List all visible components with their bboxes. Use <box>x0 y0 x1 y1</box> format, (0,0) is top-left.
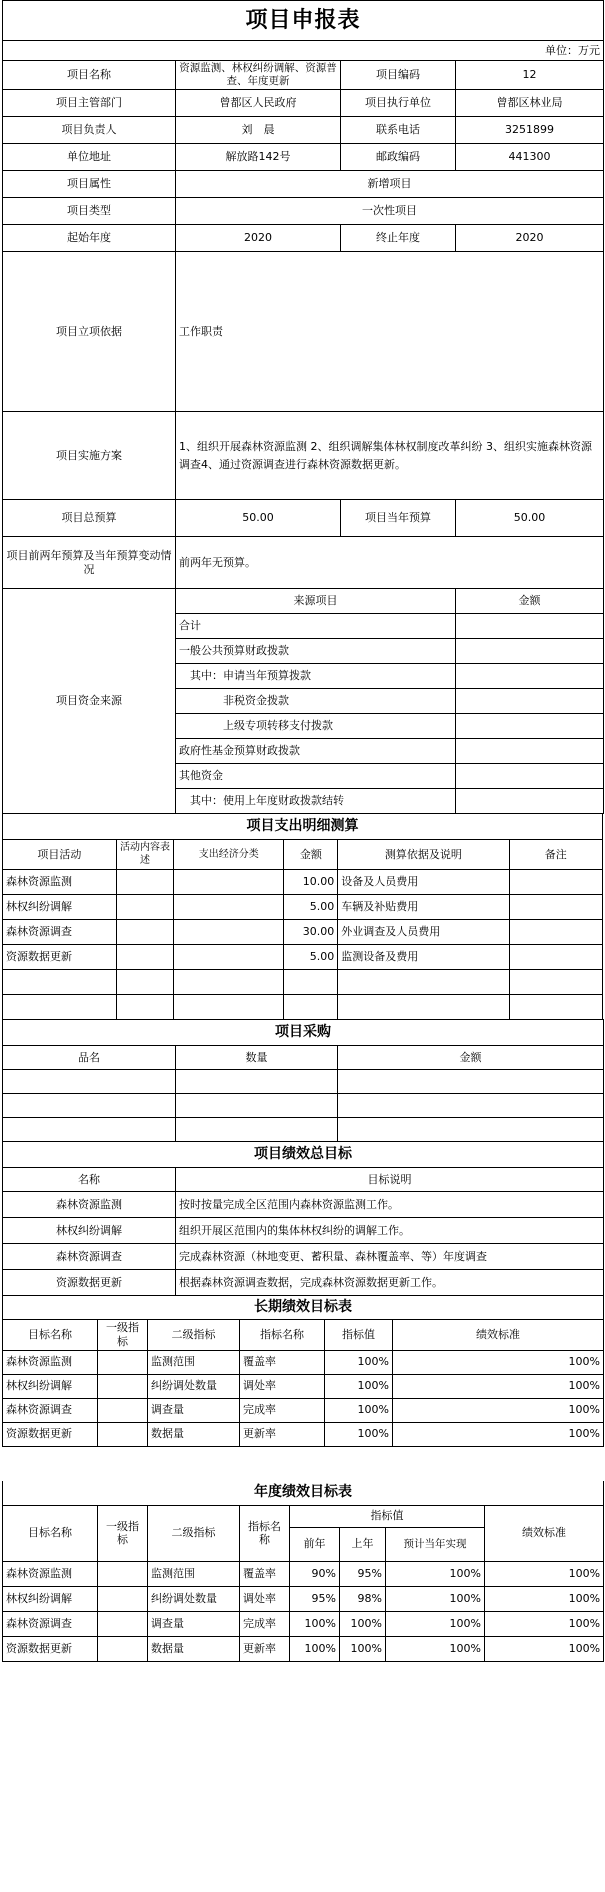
expense-note <box>509 920 603 945</box>
procure-header: 数量 <box>176 1046 338 1070</box>
annual-header: 绩效标准 <box>485 1505 604 1561</box>
annual-subheader: 上年 <box>340 1527 386 1561</box>
annual-l2: 纠纷调处数量 <box>148 1586 240 1611</box>
longterm-l1 <box>98 1350 148 1374</box>
funding-row: 合计 <box>176 614 456 639</box>
funding-row: 非税资金拨款 <box>176 689 456 714</box>
phone-label: 联系电话 <box>341 117 456 144</box>
project-code-value: 12 <box>456 61 604 90</box>
form-title: 项目申报表 <box>3 1 604 41</box>
expense-content <box>116 920 173 945</box>
phone-value: 3251899 <box>456 117 604 144</box>
funding-row: 一般公共预算财政拨款 <box>176 639 456 664</box>
longterm-indicator: 覆盖率 <box>240 1350 325 1374</box>
annual-subheader: 预计当年实现 <box>386 1527 485 1561</box>
longterm-header: 绩效标准 <box>393 1320 604 1351</box>
project-application-form <box>2 0 604 589</box>
annual-indicator: 更新率 <box>240 1636 290 1661</box>
address-label: 单位地址 <box>3 144 176 171</box>
annual-standard: 100% <box>485 1586 604 1611</box>
procure-qty <box>176 1118 338 1142</box>
annual-goal: 资源数据更新 <box>3 1636 98 1661</box>
longterm-header: 一级指标 <box>98 1320 148 1351</box>
expense-note <box>509 945 603 970</box>
expense-category <box>174 870 284 895</box>
expense-header: 项目活动 <box>3 840 117 870</box>
funding-amount <box>456 789 604 814</box>
perf-header: 名称 <box>3 1168 176 1192</box>
procure-header: 品名 <box>3 1046 176 1070</box>
annual-standard: 100% <box>485 1611 604 1636</box>
expense-basis <box>338 995 509 1020</box>
longterm-l2: 纠纷调处数量 <box>148 1374 240 1398</box>
annual-current: 100% <box>386 1611 485 1636</box>
longterm-title: 长期绩效目标表 <box>3 1296 604 1320</box>
annual-prev2: 95% <box>290 1586 340 1611</box>
total-budget-value: 50.00 <box>176 500 341 537</box>
basis-label: 项目立项依据 <box>3 252 176 412</box>
exec-unit-label: 项目执行单位 <box>341 90 456 117</box>
expense-content <box>116 970 173 995</box>
longterm-l2: 数据量 <box>148 1422 240 1446</box>
expense-activity: 森林资源调查 <box>3 920 117 945</box>
procure-amount <box>338 1094 604 1118</box>
funding-head-source: 来源项目 <box>176 589 456 614</box>
perf-name: 森林资源监测 <box>3 1192 176 1218</box>
basis-value: 工作职责 <box>176 252 604 412</box>
perf-title: 项目绩效总目标 <box>3 1142 604 1168</box>
expense-basis: 外业调查及人员费用 <box>338 920 509 945</box>
procure-qty <box>176 1094 338 1118</box>
annual-current: 100% <box>386 1561 485 1586</box>
expense-category <box>174 945 284 970</box>
end-year-value: 2020 <box>456 225 604 252</box>
longterm-standard: 100% <box>393 1374 604 1398</box>
expense-header: 金额 <box>284 840 338 870</box>
annual-goal: 森林资源调查 <box>3 1611 98 1636</box>
procure-name <box>3 1118 176 1142</box>
annual-l1 <box>98 1561 148 1586</box>
perf-desc: 按时按量完成全区范围内森林资源监测工作。 <box>176 1192 604 1218</box>
expense-amount: 5.00 <box>284 895 338 920</box>
annual-header: 一级指标 <box>98 1505 148 1561</box>
procure-name <box>3 1094 176 1118</box>
funding-amount <box>456 739 604 764</box>
expense-category <box>174 895 284 920</box>
project-name-value: 资源监测、林权纠纷调解、资源普查、年度更新 <box>176 61 341 90</box>
expense-amount: 10.00 <box>284 870 338 895</box>
expense-basis <box>338 970 509 995</box>
longterm-l2: 监测范围 <box>148 1350 240 1374</box>
spacer <box>3 1446 604 1482</box>
longterm-indicator: 调处率 <box>240 1374 325 1398</box>
expense-header: 备注 <box>509 840 603 870</box>
funding-label: 项目资金来源 <box>3 589 176 814</box>
longterm-header: 目标名称 <box>3 1320 98 1351</box>
current-budget-value: 50.00 <box>456 500 604 537</box>
annual-l2: 监测范围 <box>148 1561 240 1586</box>
expense-basis: 设备及人员费用 <box>338 870 509 895</box>
annual-title: 年度绩效目标表 <box>3 1481 604 1505</box>
dept-label: 项目主管部门 <box>3 90 176 117</box>
annual-prev1: 100% <box>340 1636 386 1661</box>
annual-indicator: 完成率 <box>240 1611 290 1636</box>
funding-row: 其他资金 <box>176 764 456 789</box>
annual-prev1: 95% <box>340 1561 386 1586</box>
annual-indicator: 覆盖率 <box>240 1561 290 1586</box>
longterm-indicator: 更新率 <box>240 1422 325 1446</box>
funding-row: 上级专项转移支付拨款 <box>176 714 456 739</box>
expense-category <box>174 920 284 945</box>
annual-standard: 100% <box>485 1561 604 1586</box>
longterm-indicator: 完成率 <box>240 1398 325 1422</box>
longterm-standard: 100% <box>393 1422 604 1446</box>
annual-l1 <box>98 1636 148 1661</box>
procure-title: 项目采购 <box>3 1020 604 1046</box>
annual-l2: 调查量 <box>148 1611 240 1636</box>
expense-activity <box>3 970 117 995</box>
annual-prev2: 100% <box>290 1636 340 1661</box>
longterm-standard: 100% <box>393 1350 604 1374</box>
longterm-header: 指标值 <box>325 1320 393 1351</box>
annual-l1 <box>98 1586 148 1611</box>
annual-header: 指标值 <box>290 1505 485 1527</box>
annual-prev1: 98% <box>340 1586 386 1611</box>
longterm-value: 100% <box>325 1350 393 1374</box>
expense-header: 支出经济分类 <box>174 840 284 870</box>
expense-header: 测算依据及说明 <box>338 840 509 870</box>
expense-category <box>174 970 284 995</box>
type-label: 项目类型 <box>3 198 176 225</box>
project-name-label: 项目名称 <box>3 61 176 90</box>
total-budget-label: 项目总预算 <box>3 500 176 537</box>
funding-amount <box>456 689 604 714</box>
expense-note <box>509 870 603 895</box>
expense-basis: 监测设备及费用 <box>338 945 509 970</box>
type-value: 一次性项目 <box>176 198 604 225</box>
expense-header: 活动内容表述 <box>116 840 173 870</box>
longterm-standard: 100% <box>393 1398 604 1422</box>
longterm-value: 100% <box>325 1374 393 1398</box>
expense-category <box>174 995 284 1020</box>
longterm-header: 二级指标 <box>148 1320 240 1351</box>
perf-name: 资源数据更新 <box>3 1270 176 1296</box>
annual-header: 目标名称 <box>3 1505 98 1561</box>
expense-activity <box>3 995 117 1020</box>
procure-amount <box>338 1118 604 1142</box>
expense-activity: 林权纠纷调解 <box>3 895 117 920</box>
budget-change-label: 项目前两年预算及当年预算变动情况 <box>3 537 176 589</box>
annual-subheader: 前年 <box>290 1527 340 1561</box>
end-year-label: 终止年度 <box>341 225 456 252</box>
expense-content <box>116 945 173 970</box>
procure-name <box>3 1070 176 1094</box>
annual-l2: 数据量 <box>148 1636 240 1661</box>
longterm-value: 100% <box>325 1422 393 1446</box>
funding-amount <box>456 639 604 664</box>
expense-amount: 30.00 <box>284 920 338 945</box>
funding-amount <box>456 614 604 639</box>
expense-note <box>509 895 603 920</box>
longterm-value: 100% <box>325 1398 393 1422</box>
annual-goal-table <box>2 1481 604 1662</box>
perf-desc: 组织开展区范围内的集体林权纠纷的调解工作。 <box>176 1218 604 1244</box>
funding-row: 其中：申请当年预算拨款 <box>176 664 456 689</box>
start-year-label: 起始年度 <box>3 225 176 252</box>
annual-header: 二级指标 <box>148 1505 240 1561</box>
zip-label: 邮政编码 <box>341 144 456 171</box>
expense-title: 项目支出明细测算 <box>3 814 603 840</box>
project-code-label: 项目编码 <box>341 61 456 90</box>
expense-basis: 车辆及补贴费用 <box>338 895 509 920</box>
expense-content <box>116 870 173 895</box>
expense-amount <box>284 995 338 1020</box>
longterm-goal: 林权纠纷调解 <box>3 1374 98 1398</box>
person-label: 项目负责人 <box>3 117 176 144</box>
expense-activity: 资源数据更新 <box>3 945 117 970</box>
attr-value: 新增项目 <box>176 171 604 198</box>
expense-note <box>509 970 603 995</box>
expense-amount: 5.00 <box>284 945 338 970</box>
annual-prev2: 100% <box>290 1611 340 1636</box>
funding-source-table <box>2 588 604 814</box>
address-value: 解放路142号 <box>176 144 341 171</box>
longterm-l1 <box>98 1374 148 1398</box>
longterm-l1 <box>98 1398 148 1422</box>
longterm-header: 指标名称 <box>240 1320 325 1351</box>
procurement-table <box>2 1019 604 1142</box>
longterm-l2: 调查量 <box>148 1398 240 1422</box>
longterm-l1 <box>98 1422 148 1446</box>
longterm-goal: 森林资源调查 <box>3 1398 98 1422</box>
funding-amount <box>456 664 604 689</box>
expense-note <box>509 995 603 1020</box>
annual-current: 100% <box>386 1586 485 1611</box>
longterm-goal-table <box>2 1295 604 1482</box>
performance-goal-table <box>2 1141 604 1296</box>
expense-content <box>116 895 173 920</box>
exec-unit-value: 曾都区林业局 <box>456 90 604 117</box>
perf-desc: 完成森林资源（林地变更、蓄积量、森林覆盖率、等）年度调查 <box>176 1244 604 1270</box>
attr-label: 项目属性 <box>3 171 176 198</box>
procure-qty <box>176 1070 338 1094</box>
dept-value: 曾都区人民政府 <box>176 90 341 117</box>
funding-row: 其中：使用上年度财政拨款结转 <box>176 789 456 814</box>
person-value: 刘 晨 <box>176 117 341 144</box>
expense-amount <box>284 970 338 995</box>
perf-desc: 根据森林资源调查数据，完成森林资源数据更新工作。 <box>176 1270 604 1296</box>
funding-row: 政府性基金预算财政拨款 <box>176 739 456 764</box>
budget-change-value: 前两年无预算。 <box>176 537 604 589</box>
plan-value: 1、组织开展森林资源监测 2、组织调解集体林权制度改革纠纷 3、组织实施森林资源调查4、通过资源调查进行森林资源数据更新。 <box>176 412 604 500</box>
annual-goal: 森林资源监测 <box>3 1561 98 1586</box>
perf-header: 目标说明 <box>176 1168 604 1192</box>
current-budget-label: 项目当年预算 <box>341 500 456 537</box>
procure-amount <box>338 1070 604 1094</box>
funding-amount <box>456 764 604 789</box>
perf-name: 林权纠纷调解 <box>3 1218 176 1244</box>
start-year-value: 2020 <box>176 225 341 252</box>
funding-amount <box>456 714 604 739</box>
plan-label: 项目实施方案 <box>3 412 176 500</box>
longterm-goal: 资源数据更新 <box>3 1422 98 1446</box>
annual-prev1: 100% <box>340 1611 386 1636</box>
expense-activity: 森林资源监测 <box>3 870 117 895</box>
annual-l1 <box>98 1611 148 1636</box>
annual-prev2: 90% <box>290 1561 340 1586</box>
expense-content <box>116 995 173 1020</box>
annual-current: 100% <box>386 1636 485 1661</box>
funding-head-amount: 金额 <box>456 589 604 614</box>
perf-name: 森林资源调查 <box>3 1244 176 1270</box>
expense-table <box>2 813 603 1020</box>
annual-header: 指标名称 <box>240 1505 290 1561</box>
annual-standard: 100% <box>485 1636 604 1661</box>
annual-indicator: 调处率 <box>240 1586 290 1611</box>
unit-label: 单位：万元 <box>3 41 604 61</box>
zip-value: 441300 <box>456 144 604 171</box>
longterm-goal: 森林资源监测 <box>3 1350 98 1374</box>
procure-header: 金额 <box>338 1046 604 1070</box>
annual-goal: 林权纠纷调解 <box>3 1586 98 1611</box>
